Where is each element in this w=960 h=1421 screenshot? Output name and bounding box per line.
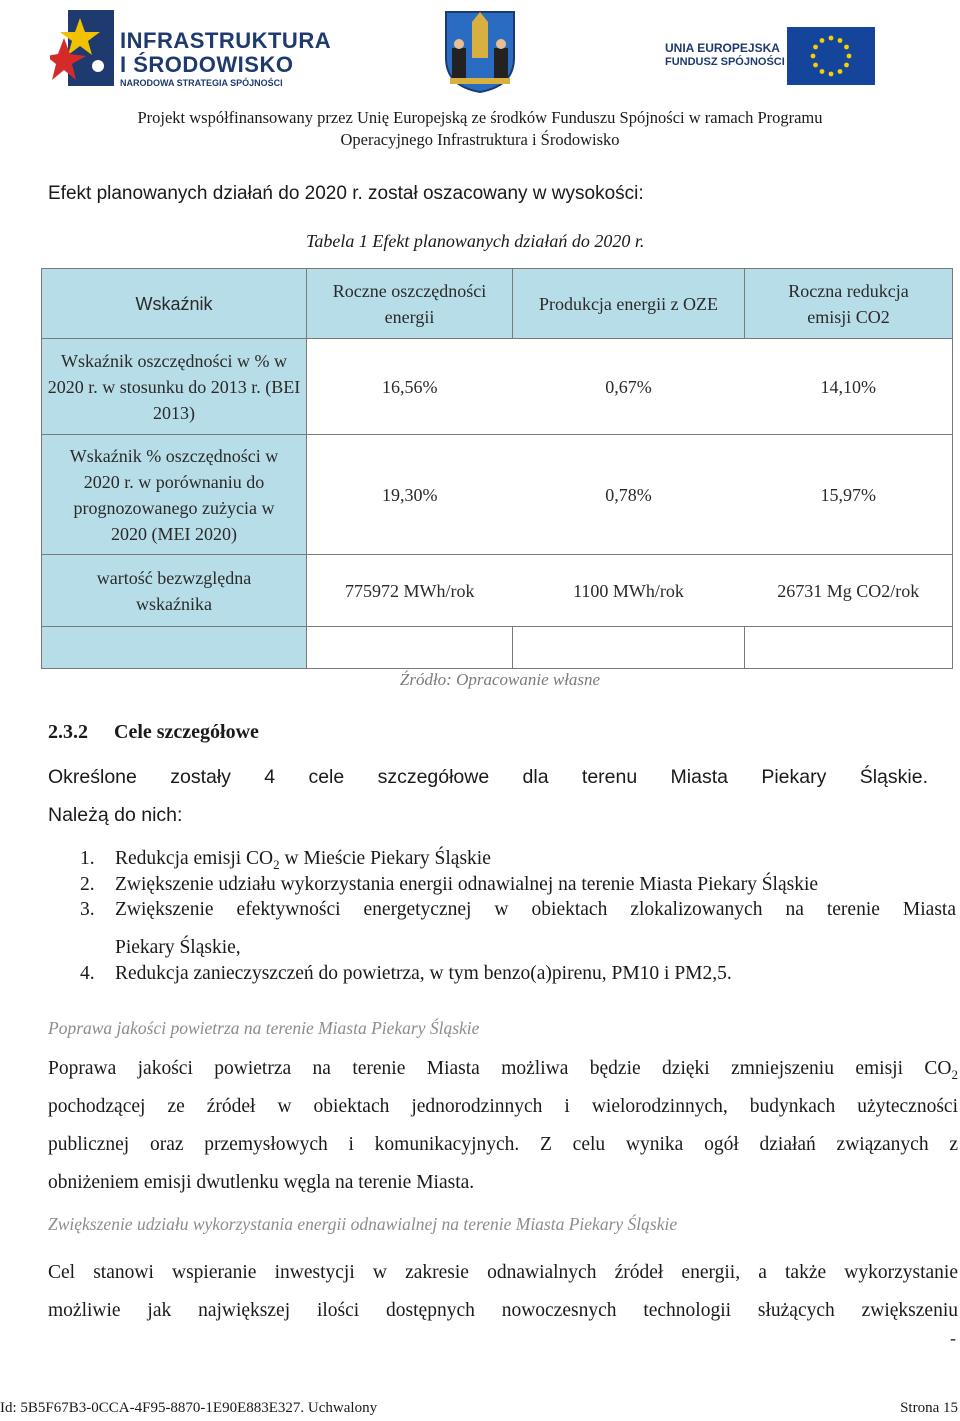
intro-sentence: Efekt planowanych działań do 2020 r. został oszacowany w wysokości:: [48, 183, 644, 204]
row-absolute-co2: 26731 Mg CO2/rok: [745, 555, 953, 627]
air-quality-line3: publicznej oraz przemysłowych i komunikacyjnych. Z celu wynika ogół działań związanych z: [48, 1134, 958, 1155]
section-title: Cele szczegółowe: [114, 721, 259, 743]
co2-subscript: 2: [951, 1066, 958, 1082]
eu-logo-line1: UNIA EUROPEJSKA: [665, 41, 780, 55]
section-heading: [48, 721, 259, 744]
section-number: 2.3.2: [48, 721, 88, 743]
table-caption: Tabela 1 Efekt planowanych działań do 2020 r.: [306, 231, 645, 251]
logo-subtitle: NARODOWA STRATEGIA SPÓJNOŚCI: [120, 78, 283, 88]
section-intro-line1: Określone zostały 4 cele szczegółowe dla terenu Miasta Piekary Śląskie.: [48, 766, 928, 788]
header-oze-production: Produkcja energii z OZE: [513, 269, 745, 339]
header-indicator: Wskaźnik: [42, 269, 307, 339]
effects-table: [41, 268, 953, 669]
goal-number: 2.: [80, 874, 95, 895]
page-number: Strona 15: [900, 1400, 958, 1416]
city-coat-of-arms: [440, 8, 520, 94]
list-item: [80, 961, 732, 987]
row-absolute-savings: 775972 MWh/rok: [307, 555, 513, 627]
eu-logo-line2: FUNDUSZ SPÓJNOŚCI: [665, 56, 785, 68]
row-label-absolute: [42, 555, 307, 627]
air-quality-line2: pochodzącej ze źródeł w obiektach jednorodzinnych i wielorodzinnych, budynkach użyteczności: [48, 1096, 958, 1117]
logo-title-line1: INFRASTRUKTURA: [120, 28, 332, 53]
infrastruktura-star-icon: [50, 8, 114, 88]
renewable-heading: Zwiększenie udziału wykorzystania energii odnawialnej na terenie Miasta Piekary Śląskie: [48, 1214, 678, 1234]
goal-number: 4.: [80, 963, 95, 984]
table-source: Źródło: Opracowanie własne: [399, 670, 601, 689]
header-energy-savings: [307, 269, 513, 339]
row-bei-oze: 0,67%: [513, 339, 745, 435]
goal-number: 3.: [80, 899, 95, 920]
table-empty-row: [42, 627, 953, 669]
trailing-dash: -: [950, 1328, 956, 1348]
header-co2-reduction: [745, 269, 953, 339]
cofinancing-line-1: Projekt współfinansowany przez Unię Europejską ze środków Funduszu Spójności w ramach Programu: [137, 108, 823, 127]
air-quality-line1-text: Poprawa jakości powietrza na terenie Miasta możliwa będzie dzięki zmniejszeniu emisji CO: [48, 1058, 952, 1079]
goal-text: Zwiększenie efektywności energetycznej w obiektach zlokalizowanych na terenie Miasta: [115, 899, 956, 920]
row-label-bei: [42, 339, 307, 435]
header-co2-reduction-text: Roczna redukcja emisji CO2: [788, 280, 909, 327]
eu-flag-icon: [787, 27, 875, 85]
infrastruktura-logo: [50, 8, 332, 88]
air-quality-heading: Poprawa jakości powietrza na terenie Miasta Piekary Śląskie: [48, 1018, 480, 1038]
air-quality-line4: obniżeniem emisji dwutlenku węgla na terenie Miasta.: [48, 1172, 475, 1193]
row-label-mei-text: Wskaźnik % oszczędności w 2020 r. w porównaniu do prognozowanego zużycia w 2020 (MEI 2020): [69, 445, 279, 544]
logo-title-line2: I ŚRODOWISKO: [120, 52, 294, 77]
goal-text: Redukcja emisji CO: [115, 848, 274, 869]
goal-text: Zwiększenie udziału wykorzystania energii odnawialnej na terenie Miasta Piekary Śląskie: [115, 874, 819, 895]
row-bei-savings: 16,56%: [307, 339, 513, 435]
section-intro-line2: Należą do nich:: [48, 804, 183, 826]
header-energy-savings-text: Roczne oszczędności energii: [332, 280, 487, 327]
cofinancing-line-2: Operacyjnego Infrastruktura i Środowisko: [340, 130, 620, 149]
goal-number: 1.: [80, 848, 95, 869]
row-mei-oze: 0,78%: [513, 435, 745, 555]
document-id: Id: 5B5F67B3-0CCA-4F95-8870-1E90E883E327. Uchwalony: [0, 1400, 378, 1416]
row-label-mei: [42, 435, 307, 555]
goal-text: Redukcja zanieczyszczeń do powietrza, w tym benzo(a)pirenu, PM10 i PM2,5.: [115, 963, 732, 984]
row-absolute-oze: 1100 MWh/rok: [513, 555, 745, 627]
table-row: [42, 339, 953, 435]
empty-cell: [513, 627, 745, 669]
row-mei-savings: 19,30%: [307, 435, 513, 555]
eu-cohesion-fund-logo: [665, 25, 880, 85]
empty-cell: [745, 627, 953, 669]
row-label-bei-text: Wskaźnik oszczędności w % w 2020 r. w stosunku do 2013 r. (BEI 2013): [47, 350, 301, 423]
row-label-absolute-text: wartość bezwzględna wskaźnika: [96, 567, 252, 614]
table-row: [42, 435, 953, 555]
row-bei-co2: 14,10%: [745, 339, 953, 435]
goal-subscript: 2: [273, 856, 280, 872]
goal-text-after: w Mieście Piekary Śląskie: [279, 848, 491, 869]
renewable-line2: możliwie jak największej ilości dostępnych nowoczesnych technologii służących zwiększeniu: [48, 1300, 958, 1321]
empty-cell: [307, 627, 513, 669]
renewable-line1: Cel stanowi wspieranie inwestycji w zakresie odnawialnych źródeł energii, a także wykorzystanie: [48, 1262, 958, 1283]
list-item: [80, 897, 956, 923]
table-header-row: [42, 269, 953, 339]
list-item: [80, 872, 818, 898]
row-mei-co2: 15,97%: [745, 435, 953, 555]
table-row: [42, 555, 953, 627]
list-item-continued: Piekary Śląskie,: [115, 937, 241, 958]
empty-cell: [42, 627, 307, 669]
